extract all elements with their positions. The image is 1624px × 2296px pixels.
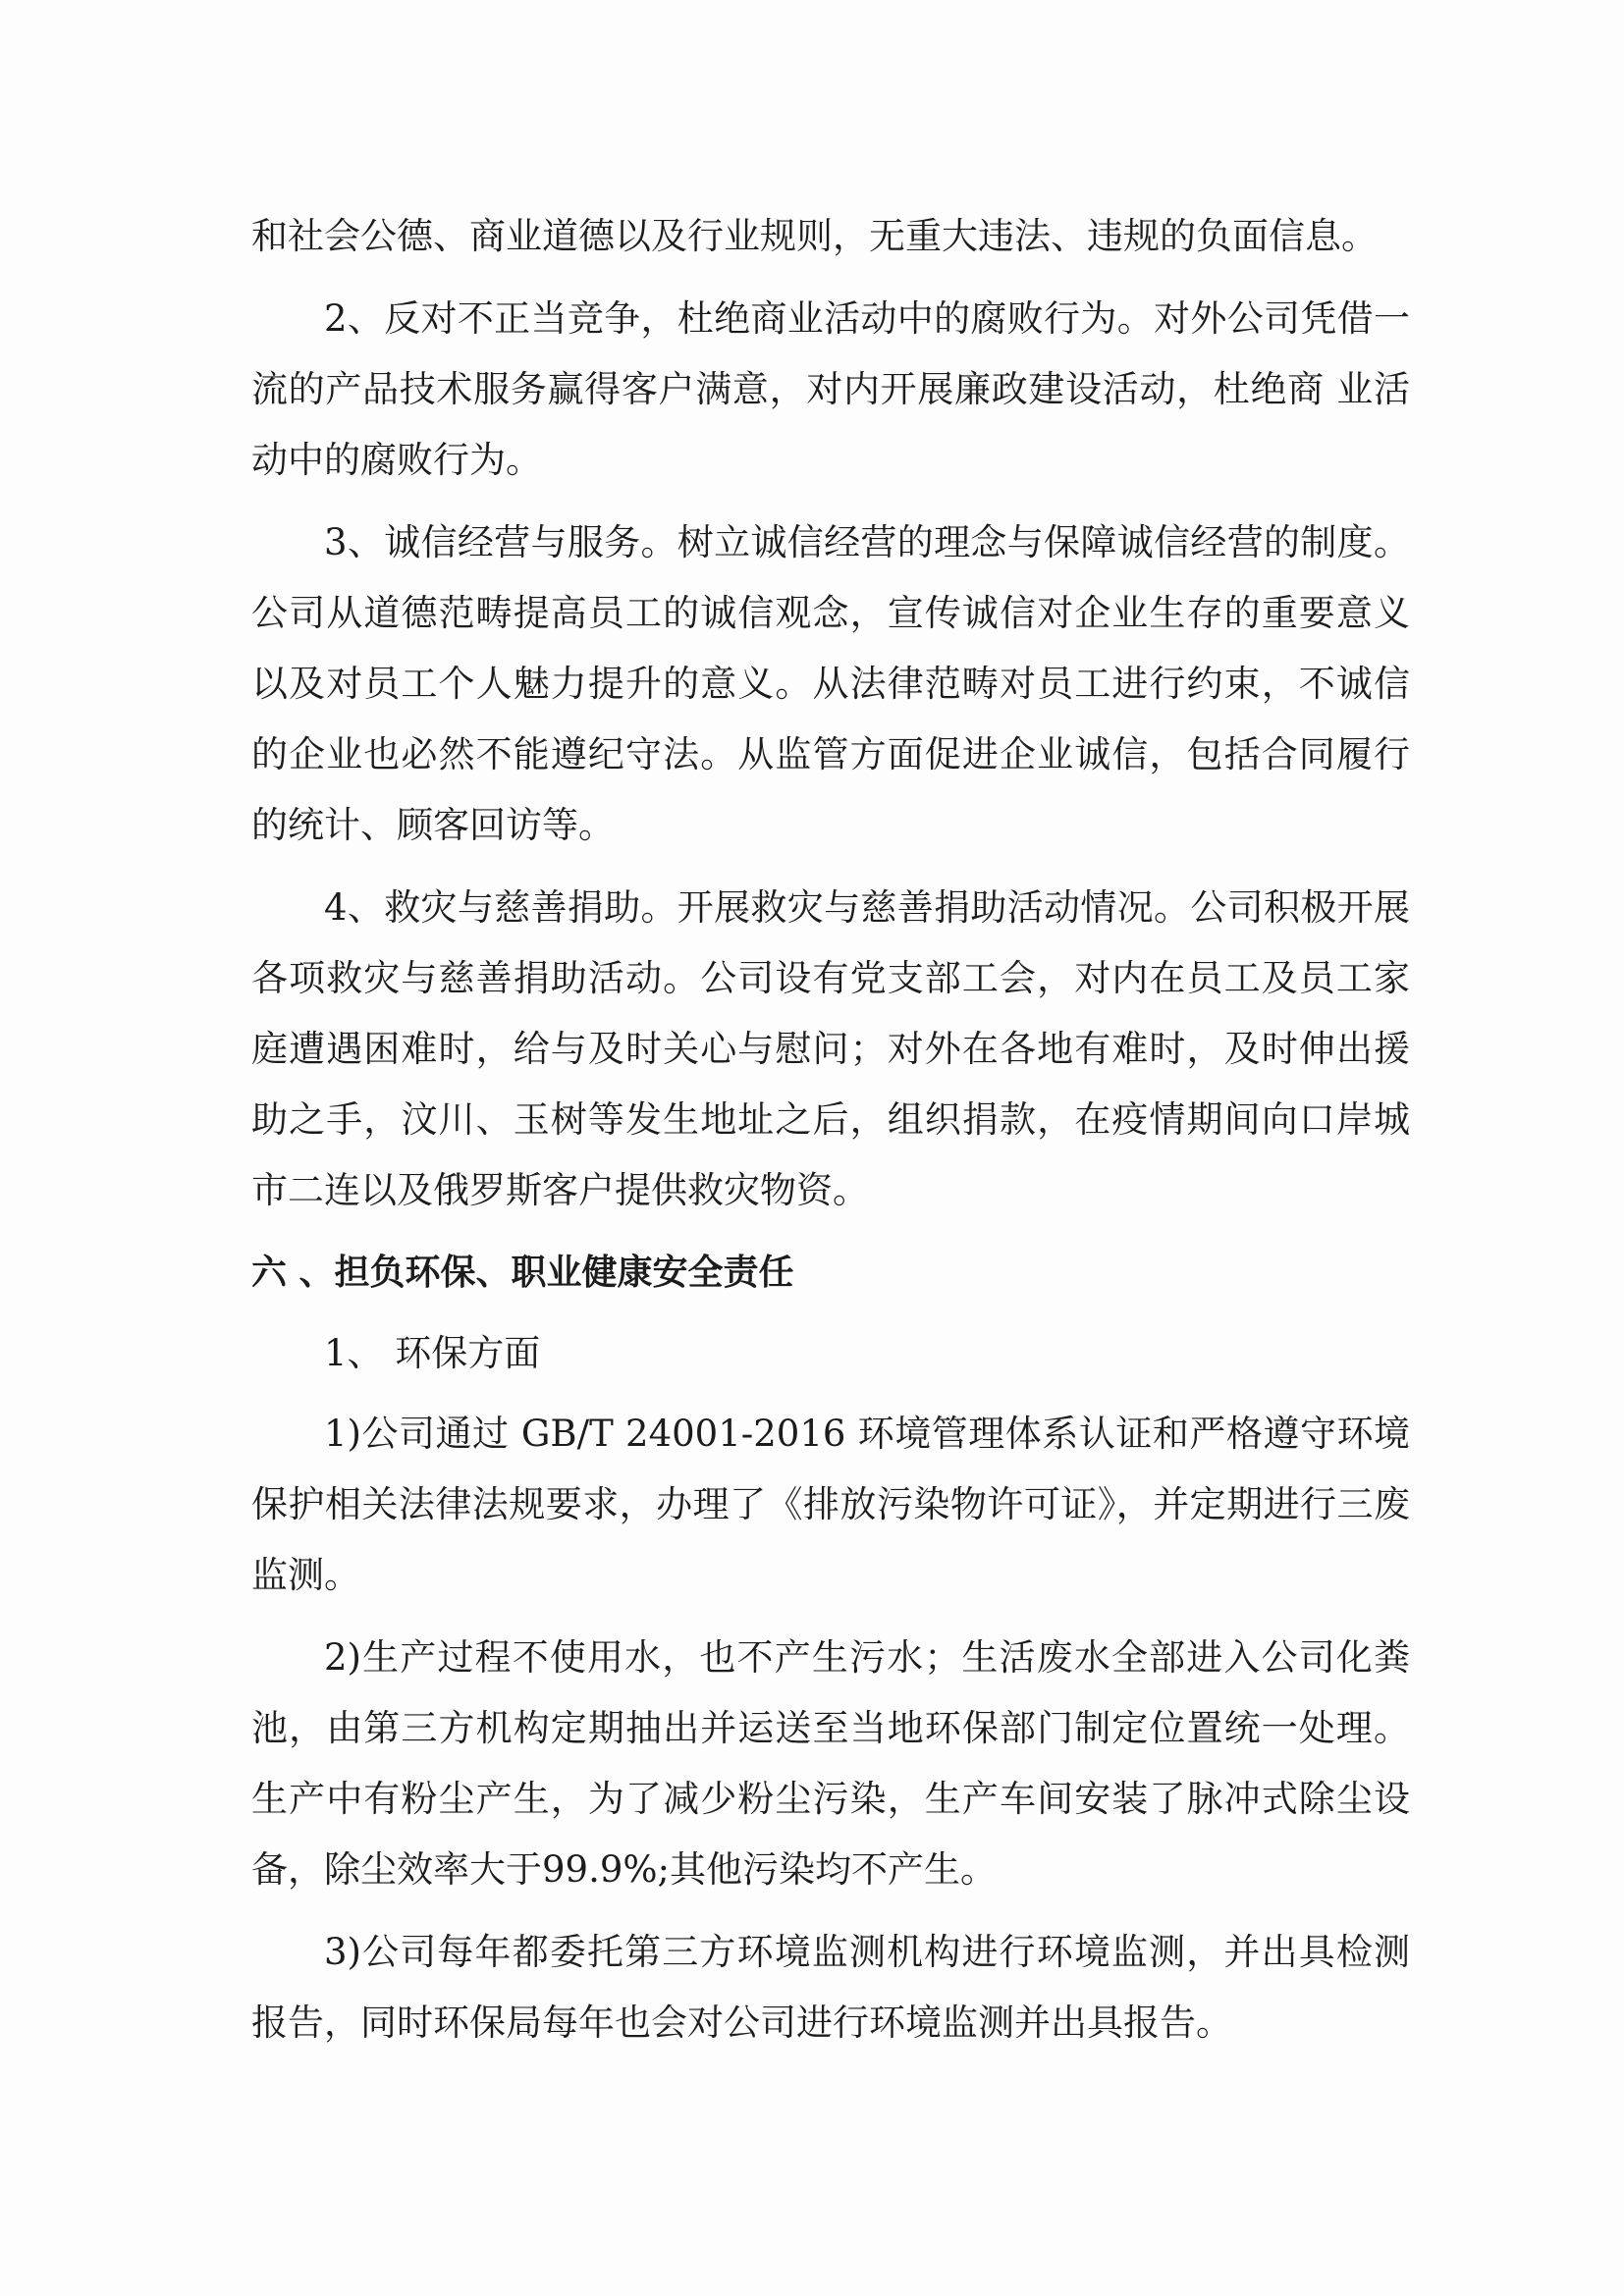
paragraph-continuation: 和社会公德、商业道德以及行业规则，无重大违法、违规的负面信息。 xyxy=(251,215,1378,257)
subsection-heading: 1、 环保方面 xyxy=(324,1332,541,1374)
paragraph-item-3: 3、诚信经营与服务。树立诚信经营的理念与保障诚信经营的制度。 公司从道德范畴提高员工的诚信观念，宣传诚信对企业生存的重要意义以及对员工个人魅力提升的意义。从法律范畴对员工进行约束，不诚信的企业也必然不能遵纪守法。从监管方面促进企业诚信，包括合同履行的统计、顾客回访等。 xyxy=(251,521,1410,846)
section-heading: 六 、担负环保、职业健康安全责任 xyxy=(251,1253,794,1293)
environment-item-1: 1)公司通过 GB/T 24001-2016 环境管理体系认证和严格遵守环境保护相关法律法规要求，办理了《排放污染物许可证》，并定期进行三废监测。 xyxy=(251,1413,1410,1596)
environment-item-3: 3)公司每年都委托第三方环境监测机构进行环境监测，并出具检测报告，同时环保局每年也会对公司进行环境监测并出具报告。 xyxy=(251,1931,1410,2044)
environment-item-2: 2)生产过程不使用水，也不产生污水；生活废水全部进入公司化粪池，由第三方机构定期抽出并运送至当地环保部门制定位置统一处理。生产中有粉尘产生，为了减少粉尘污染，生产车间安装了脉冲式除尘设备，除尘效率大于99.9%;其他污染均不产生。 xyxy=(251,1636,1410,1891)
paragraph-item-4: 4、救灾与慈善捐助。开展救灾与慈善捐助活动情况。公司积极开展各项救灾与慈善捐助活动。公司设有党支部工会，对内在员工及员工家庭遭遇困难时，给与及时关心与慰问；对外在各地有难时，及时伸出援助之手，汶川、玉树等发生地址之后，组织捐款，在疫情期间向口岸城市二连以及俄罗斯客户提供救灾物资。 xyxy=(251,886,1410,1211)
paragraph-item-2: 2、反对不正当竞争，杜绝商业活动中的腐败行为。对外公司凭借一流的产品技术服务赢得客户满意，对内开展廉政建设活动，杜绝商 业活动中的腐败行为。 xyxy=(251,297,1410,481)
document-body xyxy=(251,201,1410,2070)
